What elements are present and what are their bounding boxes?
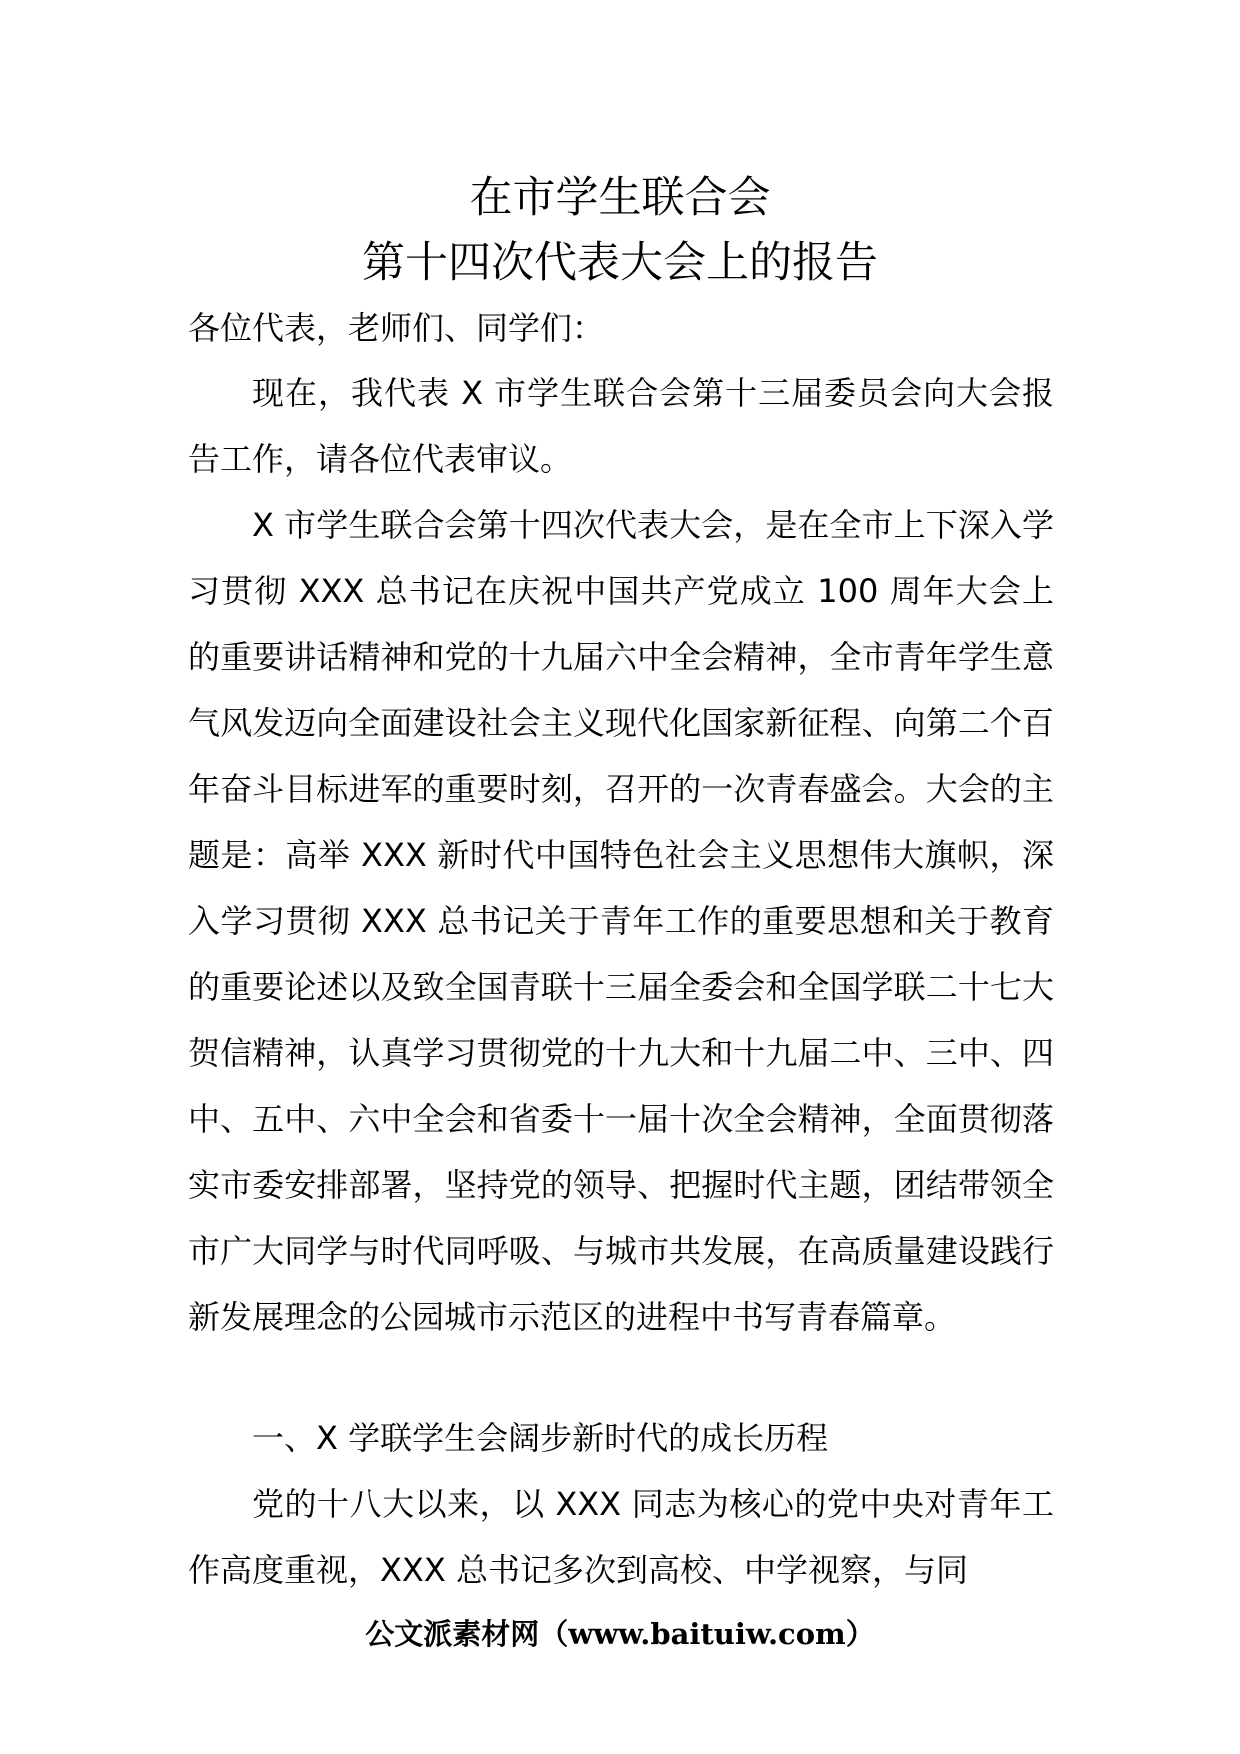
paragraph-theme [188, 492, 1054, 1350]
salutation: 各位代表，老师们、同学们： [188, 309, 605, 347]
paragraph-text: X 市学生联合会第十四次代表大会，是在全市上下深入学习贯彻 XXX 总书记在庆祝中国共产党成立 100 周年大会上的重要讲话精神和党的十九届六中全会精神，全市青年学生意气风发迈向全面建设社会主义现代化国家新征程、向第二个百年奋斗目标进军的重要时刻，召开的一次青春盛会。大会的主题是：高举 XXX 新时代中国特色社会主义思想伟大旗帜，深入学习贯彻 XXX 总书记关于青年工作的重要思想和关于教育的重要论述以及致全国青联十三届全委会和全国学联二十七大贺信精神，认真学习贯彻党的十九大和十九届二中、三中、四中、五中、六中全会和省委十一届十次全会精神，全面贯彻落实市委安排部署，坚持党的领导、把握时代主题，团结带领全市广大同学与时代同呼吸、与城市共发展，在高质量建设践行新发展理念的公园城市示范区的进程中书写青春篇章。 [188, 506, 1054, 1336]
paragraph-text: 党的十八大以来，以 XXX 同志为核心的党中央对青年工作高度重视，XXX 总书记多次到高校、中学视察，与同 [188, 1485, 1054, 1589]
document-title-line-2: 第十四次代表大会上的报告 [362, 238, 878, 288]
paragraph-intro [188, 360, 1054, 492]
section-heading [188, 1405, 1054, 1471]
document-title-line-1: 在市学生联合会 [469, 173, 771, 223]
footer-watermark: 公文派素材网（www.baituiw.com） [365, 1617, 875, 1651]
paragraph-section-1 [188, 1471, 1054, 1603]
paragraph-text: 现在，我代表 X 市学生联合会第十三届委员会向大会报告工作，请各位代表审议。 [188, 374, 1054, 478]
section-heading-text: 一、X 学联学生会阔步新时代的成长历程 [252, 1419, 829, 1457]
